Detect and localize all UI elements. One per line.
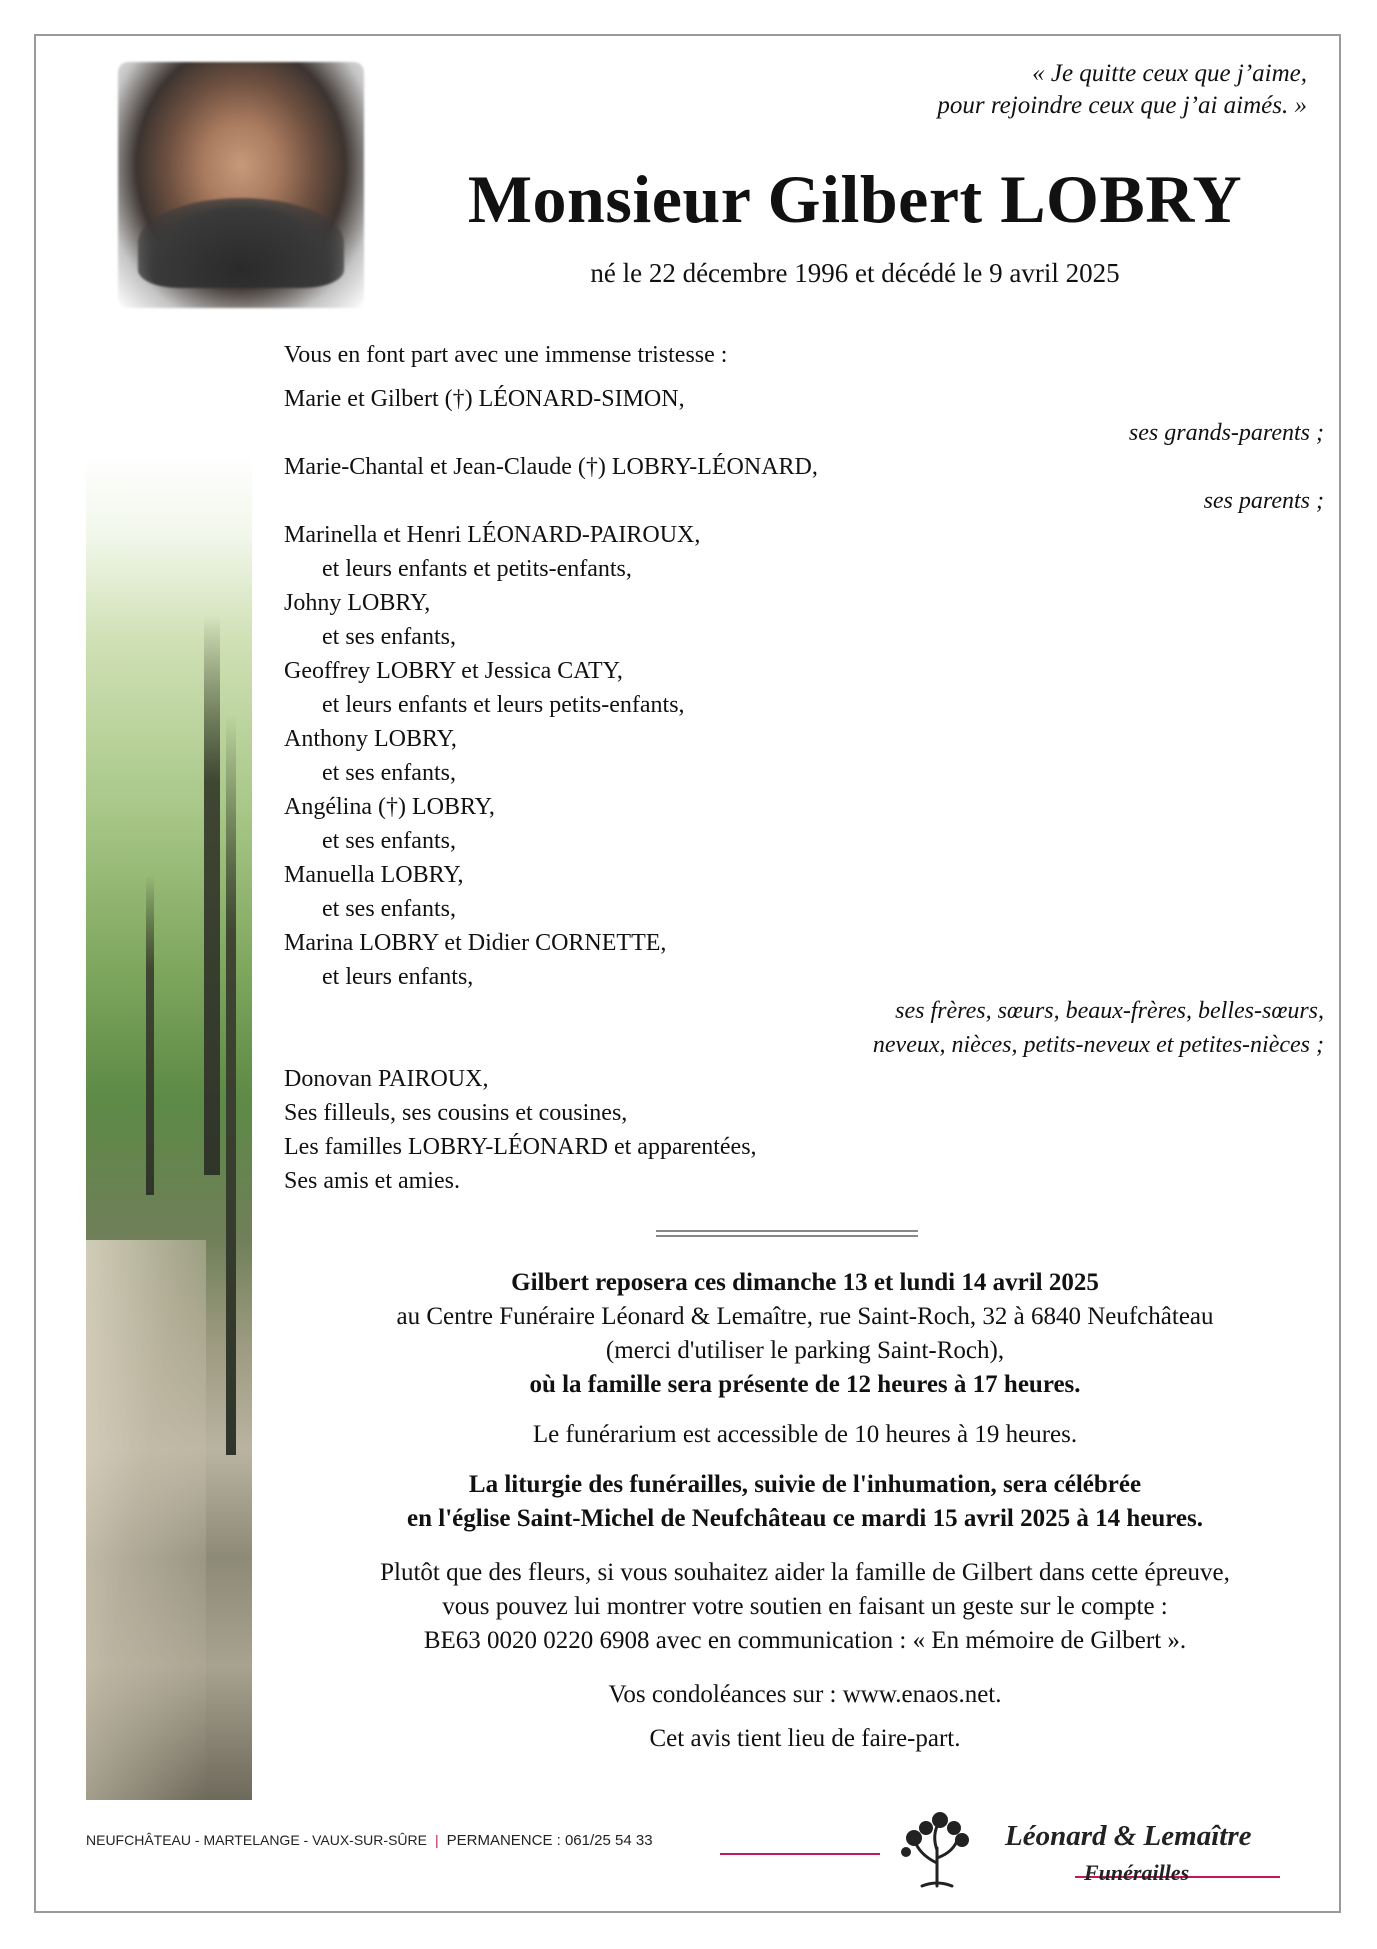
family-member-line: Anthony LOBRY,	[284, 726, 457, 752]
footer-permanence: PERMANENCE : 061/25 54 33	[446, 1832, 653, 1849]
family-intro: Vous en font part avec une immense tristesse :	[284, 342, 728, 368]
family-member-line: Manuella LOBRY,	[284, 862, 464, 888]
family-member-line: et ses enfants,	[322, 760, 456, 786]
relationship-label: ses grands-parents ;	[1128, 420, 1324, 446]
ceremony-info	[270, 1266, 1340, 1756]
family-member-line: et leurs enfants,	[322, 964, 474, 990]
double-divider	[656, 1230, 918, 1237]
family-member-line: Marina LOBRY et Didier CORNETTE,	[284, 930, 667, 956]
family-member-line: et ses enfants,	[322, 896, 456, 922]
footer-contact	[86, 1832, 653, 1849]
brand-name: Léonard & Lemaître	[1005, 1820, 1252, 1852]
family-member-line: Angélina (†) LOBRY,	[284, 794, 495, 820]
donation-line-1: Plutôt que des fleurs, si vous souhaitez aider la famille de Gilbert dans cette épreuve,	[380, 1559, 1230, 1586]
relationship-label: ses parents ;	[1203, 488, 1324, 514]
donation-line-2: vous pouvez lui montrer votre soutien en faisant un geste sur le compte :	[442, 1593, 1168, 1620]
family-member-line: et ses enfants,	[322, 828, 456, 854]
family-member-line: et ses enfants,	[322, 624, 456, 650]
deceased-name: Monsieur Gilbert LOBRY	[467, 161, 1243, 237]
family-member-line: Ses amis et amies.	[284, 1168, 460, 1194]
portrait-photo	[118, 62, 364, 308]
family-member-line: et leurs enfants et petits-enfants,	[322, 556, 632, 582]
family-member-line: Marinella et Henri LÉONARD-PAIROUX,	[284, 522, 701, 548]
notice-text: Cet avis tient lieu de faire-part.	[649, 1725, 961, 1752]
brand-subtitle: Funérailles	[1084, 1860, 1190, 1885]
family-member-line: Donovan PAIROUX,	[284, 1066, 489, 1092]
family-member-line: Marie-Chantal et Jean-Claude (†) LOBRY-LÉONARD,	[284, 454, 818, 480]
epitaph-quote	[937, 58, 1307, 122]
family-lines	[284, 382, 1324, 1198]
footer-locations: NEUFCHÂTEAU - MARTELANGE - VAUX-SUR-SÛRE	[86, 1832, 427, 1848]
funerarium-access: Le funérarium est accessible de 10 heures à 19 heures.	[532, 1421, 1078, 1448]
family-member-line: Les familles LOBRY-LÉONARD et apparentées,	[284, 1134, 757, 1160]
rest-family-hours: où la famille sera présente de 12 heures à 17 heures.	[529, 1371, 1081, 1398]
donation-line-3: BE63 0020 0220 6908 avec en communication : « En mémoire de Gilbert ».	[423, 1627, 1187, 1654]
relationship-label: neveux, nièces, petits-neveux et petites-nièces ;	[872, 1032, 1324, 1058]
footer-separator: |	[434, 1832, 439, 1848]
condolences-link: Vos condoléances sur : www.enaos.net.	[608, 1681, 1002, 1708]
family-member-line: et leurs enfants et leurs petits-enfants,	[322, 692, 685, 718]
liturgy-line-1: La liturgie des funérailles, suivie de l'inhumation, sera célébrée	[468, 1471, 1142, 1498]
rest-parking: (merci d'utiliser le parking Saint-Roch),	[605, 1337, 1005, 1364]
family-member-line: Geoffrey LOBRY et Jessica CATY,	[284, 658, 623, 684]
family-list	[284, 338, 1324, 1198]
forest-path-image	[86, 455, 252, 1800]
quote-line-2: pour rejoindre ceux que j’ai aimés. »	[937, 92, 1307, 119]
quote-line-1: « Je quitte ceux que j’aime,	[1032, 60, 1307, 87]
birth-death-dates: né le 22 décembre 1996 et décédé le 9 avril 2025	[590, 258, 1120, 288]
family-member-line: Marie et Gilbert (†) LÉONARD-SIMON,	[284, 386, 685, 412]
relationship-label: ses frères, sœurs, beaux-frères, belles-sœurs,	[895, 998, 1324, 1024]
footer-accent-rule-left	[720, 1853, 880, 1855]
family-member-line: Ses filleuls, ses cousins et cousines,	[284, 1100, 628, 1126]
rest-place: au Centre Funéraire Léonard & Lemaître, rue Saint-Roch, 32 à 6840 Neufchâteau	[396, 1303, 1214, 1330]
rest-title: Gilbert reposera ces dimanche 13 et lundi 14 avril 2025	[511, 1269, 1099, 1296]
tree-logo-icon	[892, 1808, 982, 1888]
family-member-line: Johny LOBRY,	[284, 590, 431, 616]
liturgy-line-2: en l'église Saint-Michel de Neufchâteau ce mardi 15 avril 2025 à 14 heures.	[407, 1505, 1203, 1532]
